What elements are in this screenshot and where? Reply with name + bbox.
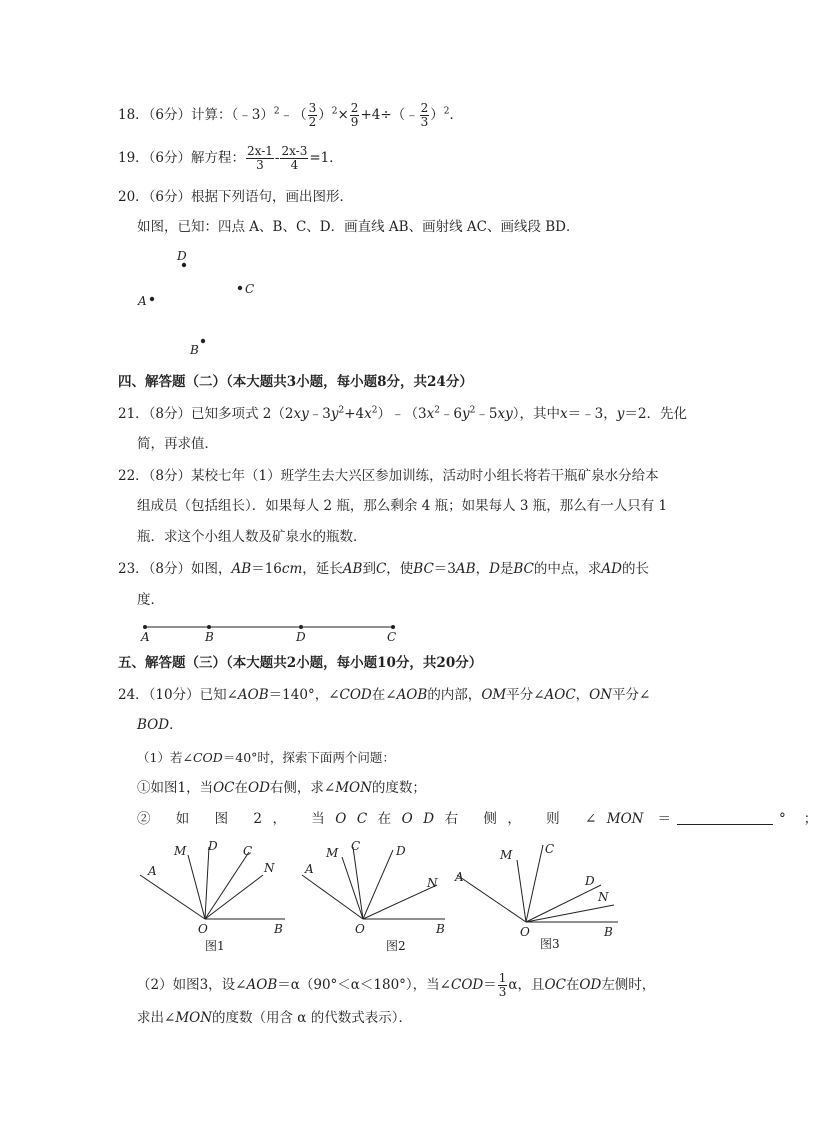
svg-text:A: A	[455, 870, 464, 884]
q20-description: 如图，已知：四点 A、B、C、D．画直线 AB、画射线 AC、画线段 BD．	[137, 219, 580, 235]
point-D	[299, 625, 303, 629]
svg-text:O: O	[198, 922, 208, 936]
label-A: A	[141, 630, 150, 644]
svg-text:M: M	[500, 848, 513, 862]
label-C: C	[387, 630, 397, 644]
label-D: D	[177, 249, 187, 263]
q24-case1: ①如图1，当OC在OD右侧，求∠MON的度数；	[137, 780, 426, 796]
q24-part2-line-2: 求出∠MON的度数（用含 α 的代数式表示）．	[137, 1010, 412, 1026]
section-5-heading: 五、解答题（三）（本大题共2小题，每小题10分，共20分）	[118, 655, 483, 671]
svg-text:B: B	[604, 925, 613, 939]
svg-text:M: M	[174, 844, 187, 858]
svg-text:O: O	[520, 925, 530, 939]
point-C	[391, 625, 395, 629]
svg-text:A: A	[305, 862, 314, 876]
svg-text:N: N	[598, 890, 609, 904]
figure-1-caption: 图1	[205, 939, 225, 953]
label-D: D	[296, 630, 306, 644]
fraction-1-3: $\frac{1}{3}$	[498, 971, 507, 999]
q23-segment-figure	[0, 618, 794, 648]
q24-line-1: 24．（10分）已知∠AOB＝140°，∠COD在∠AOB的内部，OM平分∠AOC，ON平分∠	[118, 687, 651, 703]
figure-3-caption: 图3	[540, 937, 560, 951]
fraction-right: $\frac{2x-3}{4}$	[281, 144, 308, 172]
fraction-3-2: $\frac{3}{2}$	[308, 101, 317, 129]
svg-text:O: O	[355, 922, 365, 936]
q21-line-2: 简，再求值．	[137, 436, 218, 452]
svg-text:B: B	[436, 922, 445, 936]
q21-line-1: 21．（8分）已知多项式 $2(2xy﹣3y^2+4x^2)﹣(3x^2﹣6y^2﹣5xy)$，其中x＝﹣3，y＝2．先化	[118, 405, 687, 422]
q20-points-figure	[0, 240, 794, 360]
q24-case2: ② 如 图 2， 当OC在OD右 侧， 则 ∠MON ＝ ° ；	[137, 811, 817, 827]
q24-part1: （1）若∠COD＝40°时，探索下面两个问题：	[137, 750, 395, 765]
figure-1	[140, 847, 285, 919]
q19-line: 19．（6分）解方程： $\frac{2x-1}{3}$ - $\frac{2x-3}{4}$ =1．	[118, 144, 343, 172]
svg-text:N: N	[427, 876, 438, 890]
q24-line-2: BOD．	[137, 717, 183, 733]
q23-line-2: 度．	[137, 592, 164, 608]
q22-line-2: 组成员（包括组长）．如果每人 2 瓶，那么剩余 4 瓶；如果每人 3 瓶，那么有一人只有 1	[137, 498, 668, 514]
figure-2	[302, 847, 445, 919]
section-4-heading: 四、解答题（二）（本大题共3小题，每小题8分，共24分）	[118, 374, 473, 390]
q23-line-1: 23．（8分）如图，AB＝16cm，延长AB到C，使BC＝3AB，D是BC的中点，求AD的长	[118, 561, 649, 577]
fraction-2-9: $\frac{2}{9}$	[350, 101, 359, 129]
svg-text:B: B	[274, 922, 283, 936]
point-D	[182, 263, 186, 267]
fraction-left: $\frac{2x-1}{3}$	[247, 144, 273, 172]
q18-line: 18．（6分）计算：（﹣3）$^2$﹣（ $\frac{3}{2}$ ）$^2$× $\frac{2}{9}$ +4÷（﹣ $\frac{2}{3}$ ）$^2$．	[118, 101, 464, 129]
svg-text:C: C	[351, 839, 361, 853]
svg-text:A: A	[148, 864, 157, 878]
point-A	[143, 625, 147, 629]
svg-text:M: M	[326, 846, 339, 860]
point-A	[150, 297, 154, 301]
svg-text:D: D	[208, 839, 218, 853]
answer-blank	[677, 811, 773, 825]
label-C: C	[245, 282, 255, 296]
point-B	[201, 339, 205, 343]
q22-line-3: 瓶．求这个小组人数及矿泉水的瓶数．	[137, 529, 367, 545]
q22-line-1: 22．（8分）某校七年（1）班学生去大兴区参加训练，活动时小组长将若干瓶矿泉水分给本	[118, 468, 659, 484]
svg-text:N: N	[264, 861, 275, 875]
label-B: B	[190, 343, 199, 357]
svg-text:C: C	[243, 844, 253, 858]
label-A: A	[138, 294, 147, 308]
svg-text:D: D	[396, 844, 406, 858]
svg-text:C: C	[545, 842, 555, 856]
q20-title: 20．（6分）根据下列语句，画出图形．	[118, 189, 354, 205]
q24-part2-line-1: （2）如图3，设∠AOB＝α（90°＜α＜180°），当∠COD＝ $\frac{1}{3}$ α，且OC在OD左侧时，	[137, 971, 656, 999]
label-B: B	[205, 630, 214, 644]
point-B	[207, 625, 211, 629]
fraction-2-3: $\frac{2}{3}$	[420, 101, 429, 129]
point-C	[238, 286, 242, 290]
svg-text:D: D	[585, 874, 595, 888]
figure-2-caption: 图2	[386, 939, 406, 953]
q24-angle-figures	[0, 835, 794, 955]
